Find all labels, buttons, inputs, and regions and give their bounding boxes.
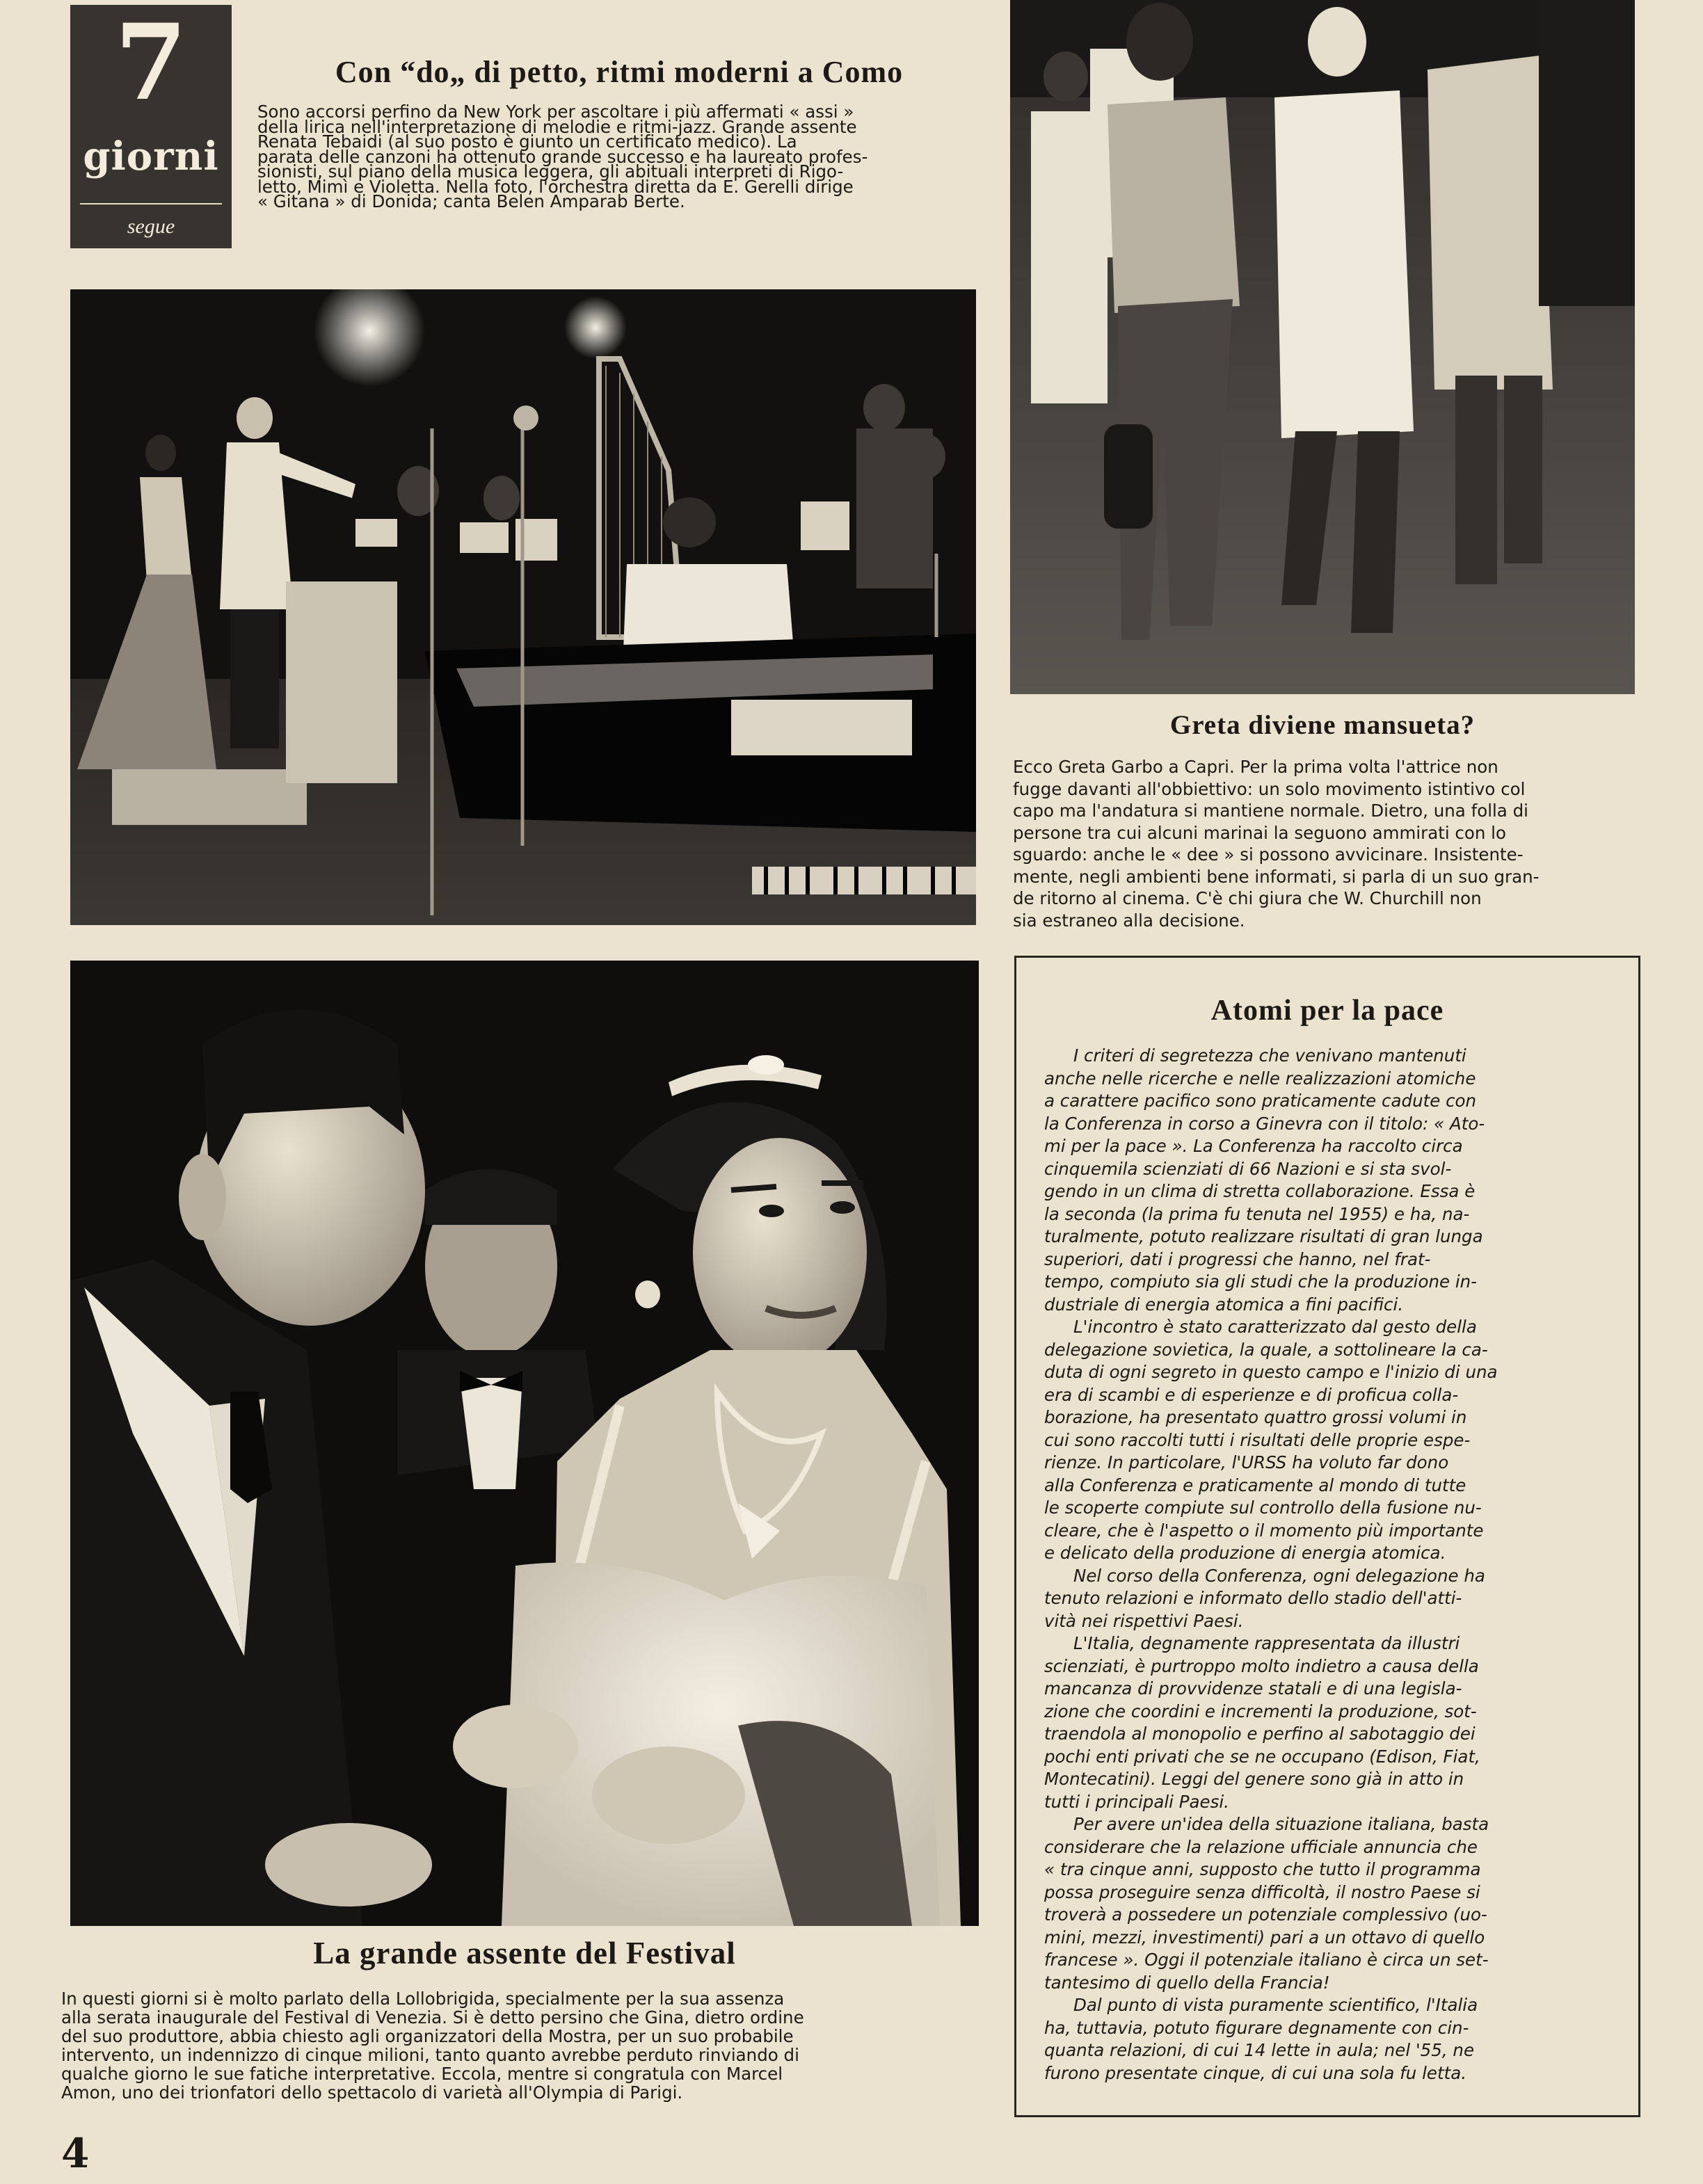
text-line: Renata Tebaidi (al suo posto è giunto un certificato medico). La (257, 131, 797, 152)
como-body (257, 104, 977, 209)
text-line: Sono accorsi perfino da New York per ascoltare i più affermati « assi » (257, 102, 854, 122)
text-line: cinquemila scienziati di 66 Nazioni e si sta svol- (1044, 1158, 1452, 1179)
text-line: borazione, ha presentato quattro grossi volumi in (1044, 1407, 1467, 1427)
greta-headline: Greta diviene mansueta? (1169, 710, 1476, 740)
text-line: zione che coordini e incrementi la produzione, sot- (1044, 1701, 1477, 1721)
text-line: turalmente, potuto realizzare risultati di gran lunga (1044, 1226, 1483, 1246)
text-line: Per avere un'idea della situazione italiana, basta (1073, 1814, 1489, 1834)
text-line: Nel corso della Conferenza, ogni delegazione ha (1073, 1565, 1485, 1586)
text-line: cui sono raccolti tutti i risultati delle proprie espe- (1044, 1429, 1471, 1450)
atomi-box (1014, 956, 1640, 2117)
text-line: « tra cinque anni, supposto che tutto il programma (1044, 1859, 1481, 1879)
text-line: fugge davanti all'obbiettivo: un solo movimento istintivo col (1013, 778, 1526, 799)
text-line: tutti i principali Paesi. (1044, 1791, 1229, 1812)
text-line: persone tra cui alcuni marinai la seguono ammirati con lo (1013, 822, 1506, 843)
text-line: qualche giorno le sue fatiche interpretative. Eccola, mentre si congratula con Marcel (61, 2064, 783, 2084)
text-line: tantesimo di quello della Francia! (1044, 1972, 1330, 1993)
text-line: mancanza di provvidenze statali e di una legisla- (1044, 1678, 1462, 1699)
text-line: considerare che la relazione ufficiale annuncia che (1044, 1836, 1478, 1857)
badge-word: giorni (83, 134, 219, 179)
greta-garbo-photo (1010, 0, 1635, 694)
text-line: parata delle canzoni ha ottenuto grande successo e ha laureato profes- (257, 146, 868, 167)
text-line: del suo produttore, abbia chiesto agli organizzatori della Mostra, per un suo probabile (61, 2026, 794, 2046)
text-line: francese ». Oggi il potenziale italiano è circa un set- (1044, 1950, 1489, 1970)
greta-body (1013, 756, 1643, 931)
text-line: « Gitana » di Donida; canta Belen Amparab Berte. (257, 191, 685, 211)
text-line: superiori, dati i progressi che hanno, nel frat- (1044, 1248, 1431, 1269)
text-line: sionisti, sul piano della musica leggera, gli abituali interpreti di Rigo- (257, 161, 844, 182)
text-line: furono presentate cinque, di cui una sola fu letta. (1044, 2062, 1466, 2083)
text-line: la Conferenza in corso a Ginevra con il titolo: « Ato- (1044, 1113, 1485, 1134)
section-badge (70, 1, 232, 248)
text-line: capo ma l'andatura si mantiene normale. Dietro, una folla di (1013, 801, 1528, 821)
text-line: I criteri di segretezza che venivano mantenuti (1073, 1045, 1466, 1066)
text-line: la seconda (la prima fu tenuta nel 1955) e ha, na- (1044, 1203, 1470, 1224)
text-line: mini, mezzi, investimenti) pari a un ottavo di quello (1044, 1927, 1485, 1948)
badge-subtitle: segue (127, 215, 175, 238)
text-line: sguardo: anche le « dee » si possono avvicinare. Insistente- (1013, 844, 1524, 865)
badge-number: 7 (114, 1, 188, 124)
text-line: e delicato della produzione di energia atomica. (1044, 1543, 1446, 1563)
festival-body (61, 1989, 981, 2102)
text-line: vità nei rispettivi Paesi. (1044, 1610, 1244, 1631)
text-line: pochi enti privati che se ne occupano (Edison, Fiat, (1044, 1746, 1480, 1767)
orchestra-photo (70, 289, 976, 925)
text-line: era di scambi e di esperienze e di proficua colla- (1044, 1384, 1459, 1405)
text-line: Ecco Greta Garbo a Capri. Per la prima volta l'attrice non (1013, 757, 1498, 777)
text-line: letto, Mimì e Violetta. Nella foto, l'orchestra diretta da E. Gerelli dirige (257, 176, 854, 197)
text-line: L'Italia, degnamente rappresentata da illustri (1073, 1633, 1460, 1653)
text-line: possa proseguire senza difficoltà, il nostro Paese si (1044, 1881, 1480, 1902)
atomi-body (1044, 1045, 1612, 2085)
lollobrigida-photo (70, 961, 979, 1926)
text-line: dustriale di energia atomica a fini pacifici. (1044, 1294, 1404, 1315)
text-line: mi per la pace ». La Conferenza ha raccolto circa (1044, 1136, 1463, 1156)
text-line: alla serata inaugurale del Festival di Venezia. Si è detto persino che Gina, dietro ordine (61, 2007, 804, 2028)
text-line: quanta relazioni, di cui 14 lette in aula; nel '55, ne (1044, 2040, 1475, 2060)
text-line: a carattere pacifico sono praticamente cadute con (1044, 1091, 1477, 1111)
text-line: Amon, uno dei trionfatori dello spettacolo di varietà all'Olympia di Parigi. (61, 2082, 683, 2103)
text-line: tempo, compiuto sia gli studi che la produzione in- (1044, 1271, 1478, 1292)
text-line: L'incontro è stato caratterizzato dal gesto della (1073, 1317, 1477, 1337)
text-line: scienziati, è purtroppo molto indietro a causa della (1044, 1655, 1479, 1676)
text-line: anche nelle ricerche e nelle realizzazioni atomiche (1044, 1068, 1476, 1089)
text-line: alla Conferenza e praticamente al mondo di tutte (1044, 1475, 1466, 1495)
text-line: ha, tuttavia, potuto figurare degnamente con cin- (1044, 2017, 1469, 2038)
text-line: tenuto relazioni e informato dello stadio dell'atti- (1044, 1588, 1462, 1608)
text-line: le scoperte compiute sul controllo della fusione nu- (1044, 1498, 1482, 1518)
text-line: intervento, un indennizzo di cinque milioni, tanto quanto avrebbe perduto rinviando di (61, 2045, 799, 2065)
text-line: rienze. In particolare, l'URSS ha voluto far dono (1044, 1452, 1449, 1472)
text-line: delegazione sovietica, la quale, a sottolineare la ca- (1044, 1339, 1488, 1360)
festival-headline: La grande assente del Festival (313, 1936, 736, 1970)
text-line: de ritorno al cinema. C'è chi giura che W. Churchill non (1013, 888, 1482, 908)
text-line: mente, negli ambienti bene informati, si parla di un suo gran- (1013, 866, 1540, 887)
atomi-headline: Atomi per la pace (1210, 995, 1444, 1027)
text-line: In questi giorni si è molto parlato della Lollobrigida, specialmente per la sua assenza (61, 1989, 785, 2009)
como-headline: Con “do„ di petto, ritmi moderni a Como (335, 55, 904, 89)
text-line: gendo in un clima di stretta collaborazione. Essa è (1044, 1181, 1476, 1201)
page-number: 4 (61, 2130, 90, 2177)
text-line: troverà a possedere un potenziale complessivo (uo- (1044, 1904, 1487, 1925)
badge-divider (80, 203, 222, 204)
text-line: duta di ogni segreto in questo campo e l'inizio di una (1044, 1362, 1498, 1382)
text-line: sia estraneo alla decisione. (1013, 910, 1245, 931)
text-line: Dal punto di vista puramente scientifico, l'Italia (1073, 1995, 1478, 2015)
text-line: traendola al monopolio e perfino al sabotaggio dei (1044, 1724, 1476, 1744)
text-line: Montecatini). Leggi del genere sono già in atto in (1044, 1769, 1464, 1789)
text-line: della lirica nell'interpretazione di melodie e ritmi-jazz. Grande assente (257, 116, 857, 137)
text-line: cleare, che è l'aspetto o il momento più importante (1044, 1520, 1484, 1541)
